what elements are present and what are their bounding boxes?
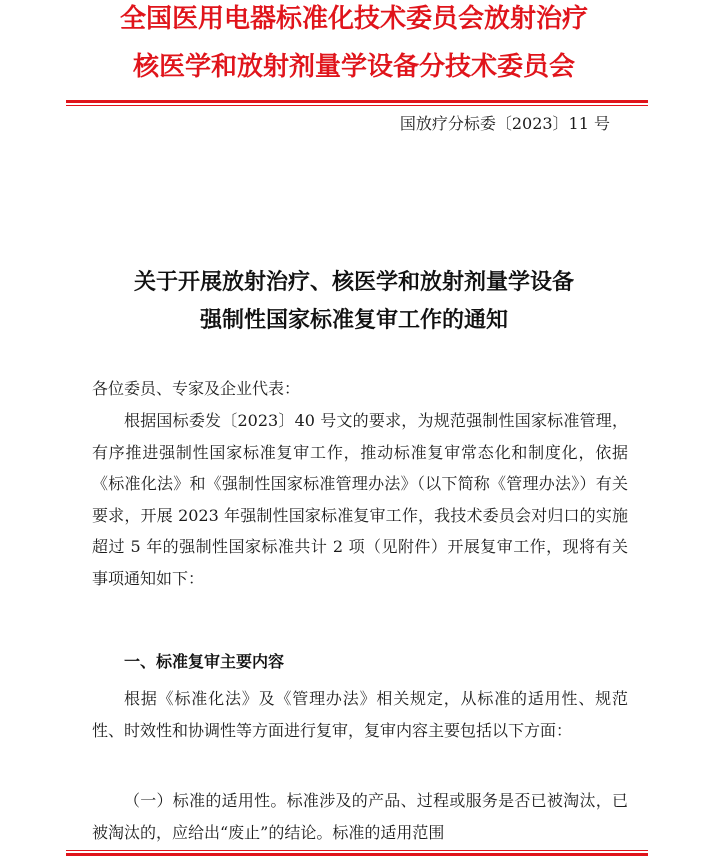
issuing-organization-line-2: 核医学和放射剂量学设备分技术委员会: [132, 52, 575, 82]
section-heading-1: 一、标准复审主要内容: [124, 652, 285, 671]
body-paragraph-applicability: （一）标准的适用性。标准涉及的产品、过程或服务是否已被淘汰，已被淘汰的，应给出“废止”的结论。标准的适用范围: [92, 791, 628, 842]
body-paragraph-review-scope: 根据《标准化法》及《管理办法》相关规定，从标准的适用性、规范性、时效性和协调性等方面进行复审，复审内容主要包括以下方面：: [92, 689, 628, 740]
footer-red-rule-thick: [66, 853, 648, 856]
notice-title-line-2: 强制性国家标准复审工作的通知: [199, 307, 508, 333]
issuing-organization-line-1: 全国医用电器标准化技术委员会放射治疗: [119, 4, 588, 34]
notice-title-line-1: 关于开展放射治疗、核医学和放射剂量学设备: [133, 269, 574, 295]
document-number: 国放疗分标委〔2023〕11 号: [399, 114, 610, 133]
body-paragraph-intro: 根据国标委发〔2023〕40 号文的要求，为规范强制性国家标准管理，有序推进强制性国家标准复审工作，推动标准复审常态化和制度化，依据《标准化法》和《强制性国家标准管理办法》（以下简称《管理办法》）有关要求，开展 2023 年强制性国家标准复审工作，我技术委员会对归口的实施超过 5 年的强制性国家标准共计 2 项（见附件）开展复审工作，现将有关事项通知如下：: [92, 411, 628, 588]
footer-red-rule-thin: [66, 850, 648, 851]
salutation: 各位委员、专家及企业代表：: [92, 379, 301, 398]
